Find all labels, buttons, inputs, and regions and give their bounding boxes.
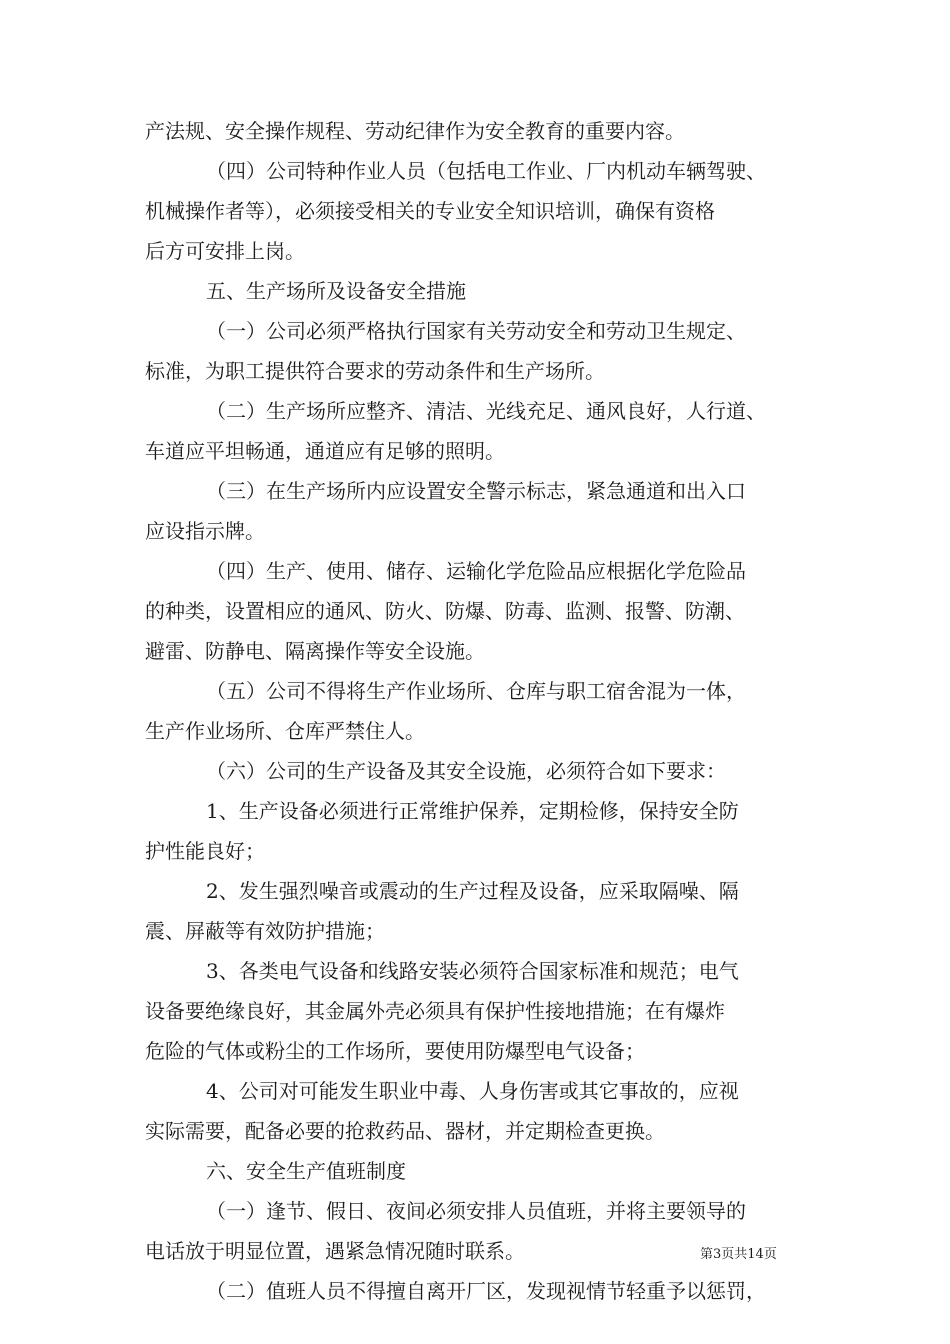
- paragraph-line: 标准，为职工提供符合要求的劳动条件和生产场所。: [145, 359, 605, 383]
- section-heading: 六、安全生产值班制度: [206, 1159, 406, 1183]
- paragraph-line: 4、公司对可能发生职业中毒、人身伤害或其它事故的，应视: [206, 1079, 739, 1103]
- paragraph-line: 2、发生强烈噪音或震动的生产过程及设备，应采取隔噪、隔: [206, 879, 739, 903]
- paragraph-line: 后方可安排上岗。: [145, 239, 305, 263]
- paragraph-line: 1、生产设备必须进行正常维护保养，定期检修，保持安全防: [206, 799, 739, 823]
- paragraph-line: （三）在生产场所内应设置安全警示标志，紧急通道和出入口: [206, 479, 746, 503]
- paragraph-line: 3、各类电气设备和线路安装必须符合国家标准和规范；电气: [206, 959, 739, 983]
- paragraph-line: 实际需要，配备必要的抢救药品、器材，并定期检查更换。: [145, 1119, 665, 1143]
- paragraph-line: 应设指示牌。: [145, 519, 265, 543]
- section-heading: 五、生产场所及设备安全措施: [206, 279, 466, 303]
- paragraph-line: 的种类，设置相应的通风、防火、防爆、防毒、监测、报警、防潮、: [145, 599, 745, 623]
- paragraph-line: （一）公司必须严格执行国家有关劳动安全和劳动卫生规定、: [206, 319, 746, 343]
- paragraph-line: 震、屏蔽等有效防护措施；: [145, 919, 385, 943]
- paragraph-line: （六）公司的生产设备及其安全设施，必须符合如下要求：: [206, 759, 726, 783]
- paragraph-line: 生产作业场所、仓库严禁住人。: [145, 719, 425, 743]
- paragraph-line: 车道应平坦畅通，通道应有足够的照明。: [145, 439, 505, 463]
- paragraph-line: 护性能良好；: [145, 839, 265, 863]
- paragraph-line: （一）逢节、假日、夜间必须安排人员值班，并将主要领导的: [206, 1199, 746, 1223]
- paragraph-line: 危险的气体或粉尘的工作场所，要使用防爆型电气设备；: [145, 1039, 645, 1063]
- page-number: 第3页共14页: [700, 1247, 777, 1262]
- paragraph-line: （二）值班人员不得擅自离开厂区，发现视情节轻重予以惩罚，: [206, 1279, 766, 1303]
- paragraph-line: 设备要绝缘良好，其金属外壳必须具有保护性接地措施；在有爆炸: [145, 999, 725, 1023]
- paragraph-line: （二）生产场所应整齐、清洁、光线充足、通风良好，人行道、: [206, 399, 766, 423]
- paragraph-line: （四）生产、使用、储存、运输化学危险品应根据化学危险品: [206, 559, 746, 583]
- paragraph-line: 产法规、安全操作规程、劳动纪律作为安全教育的重要内容。: [145, 119, 685, 143]
- paragraph-line: 避雷、防静电、隔离操作等安全设施。: [145, 639, 485, 663]
- paragraph-line: （四）公司特种作业人员（包括电工作业、厂内机动车辆驾驶、: [206, 159, 766, 183]
- paragraph-line: 机械操作者等），必须接受相关的专业安全知识培训，确保有资格: [145, 199, 715, 223]
- paragraph-line: （五）公司不得将生产作业场所、仓库与职工宿舍混为一体，: [206, 679, 746, 703]
- paragraph-line: 电话放于明显位置，遇紧急情况随时联系。: [145, 1239, 525, 1263]
